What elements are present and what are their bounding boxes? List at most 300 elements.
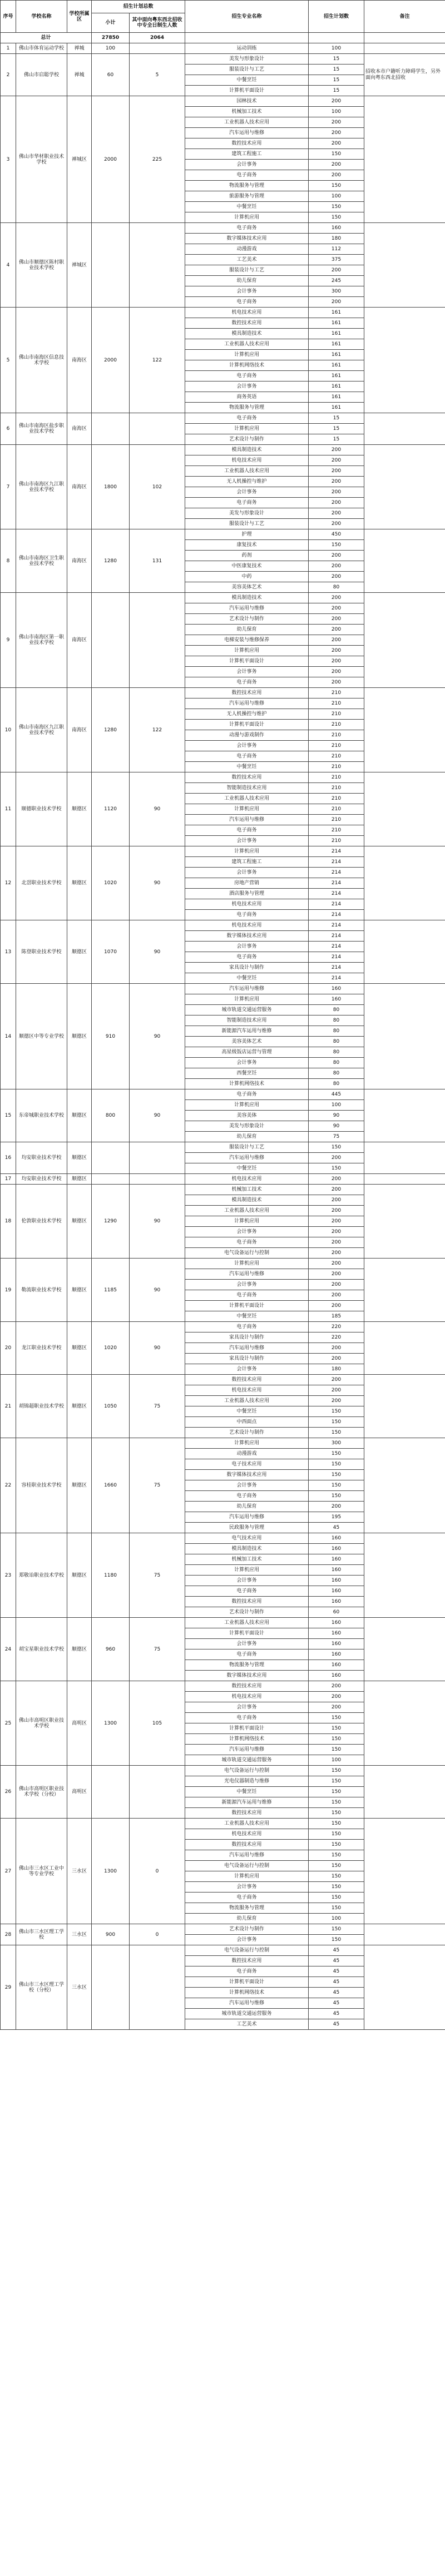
school-note <box>364 1142 445 1174</box>
major-name: 园林技术 <box>185 96 309 107</box>
header-seq: 序号 <box>1 1 16 33</box>
table-row <box>1 1766 445 1776</box>
major-name: 家具设计与制作 <box>185 1332 309 1343</box>
major-name: 电子商务 <box>185 1966 309 1977</box>
major-name: 中医康复技术 <box>185 561 309 572</box>
school-plan: 1070 <box>92 920 130 984</box>
major-count: 210 <box>309 772 364 783</box>
school-plan: 1300 <box>92 1819 130 1924</box>
school-hk: 105 <box>130 1681 185 1766</box>
major-count: 150 <box>309 1734 364 1745</box>
major-name: 数控技术应用 <box>185 772 309 783</box>
major-name: 会计事务 <box>185 1058 309 1068</box>
school-district: 禅城 <box>67 54 92 96</box>
major-name: 电子商务 <box>185 1089 309 1100</box>
major-name: 电子商务 <box>185 297 309 308</box>
school-district: 南海区 <box>67 529 92 593</box>
major-name: 机电技术应用 <box>185 455 309 466</box>
major-name: 电子商务 <box>185 751 309 762</box>
major-name: 中餐烹饪 <box>185 75 309 86</box>
major-count: 150 <box>309 1797 364 1808</box>
major-count: 200 <box>309 1216 364 1227</box>
school-plan: 1280 <box>92 688 130 772</box>
major-count: 200 <box>309 1375 364 1385</box>
major-count: 160 <box>309 1597 364 1607</box>
school-note <box>364 688 445 772</box>
school-hk: 0 <box>130 1924 185 1945</box>
major-name: 机电技术应用 <box>185 1692 309 1702</box>
major-count: 200 <box>309 603 364 614</box>
school-seq: 14 <box>1 984 16 1089</box>
school-note <box>364 1322 445 1375</box>
school-district: 顺德区 <box>67 1438 92 1533</box>
major-count: 160 <box>309 1649 364 1660</box>
header-count: 招生计划数 <box>309 1 364 33</box>
major-name: 工业机器人技术应用 <box>185 117 309 128</box>
major-name: 计算机平面设计 <box>185 1628 309 1639</box>
school-plan: 2000 <box>92 308 130 413</box>
major-name: 康复技术 <box>185 540 309 551</box>
major-count: 150 <box>309 1861 364 1871</box>
major-name: 艺术设计与制作 <box>185 614 309 625</box>
major-name: 计算机网络技术 <box>185 1988 309 1998</box>
major-name: 电子商务 <box>185 910 309 920</box>
major-name: 服装设计与工艺 <box>185 65 309 75</box>
school-note <box>364 1259 445 1322</box>
major-count: 90 <box>309 1121 364 1132</box>
school-hk <box>130 1142 185 1174</box>
major-name: 电气设备运行与控制 <box>185 1861 309 1871</box>
table-row <box>1 413 445 424</box>
school-hk <box>130 223 185 308</box>
school-name: 胡宝星职业技术学校 <box>16 1618 67 1681</box>
school-hk: 90 <box>130 1185 185 1259</box>
major-count: 210 <box>309 815 364 825</box>
major-name: 机械加工技术 <box>185 1554 309 1565</box>
school-district: 顺德区 <box>67 1089 92 1142</box>
major-count: 214 <box>309 963 364 973</box>
major-count: 220 <box>309 1332 364 1343</box>
major-count: 45 <box>309 1966 364 1977</box>
table-row <box>1 1681 445 1692</box>
school-district: 南海区 <box>67 445 92 529</box>
school-plan: 800 <box>92 1089 130 1142</box>
school-district: 顺德区 <box>67 1142 92 1174</box>
school-name: 佛山市顺德区陈村职业技术学校 <box>16 223 67 308</box>
major-name: 汽车运用与维修 <box>185 984 309 994</box>
major-count: 80 <box>309 582 364 593</box>
major-name: 民政服务与管理 <box>185 1523 309 1533</box>
major-name: 数字媒体技术应用 <box>185 234 309 244</box>
school-district: 顺德区 <box>67 846 92 920</box>
major-count: 445 <box>309 1089 364 1100</box>
school-name: 顺德职业技术学校 <box>16 772 67 846</box>
major-name: 计算机应用 <box>185 424 309 434</box>
major-name: 计算机平面设计 <box>185 720 309 730</box>
school-name: 佛山市南海区盐步职业技术学校 <box>16 413 67 445</box>
school-name: 佛山市启聪学校 <box>16 54 67 96</box>
major-count: 45 <box>309 2019 364 2030</box>
school-district: 顺德区 <box>67 1533 92 1618</box>
school-name: 容桂职业技术学校 <box>16 1438 67 1533</box>
major-name: 无人机操控与维护 <box>185 477 309 487</box>
major-name: 美容美体艺术 <box>185 1037 309 1047</box>
major-name: 电气技术应用 <box>185 1533 309 1544</box>
major-count: 210 <box>309 751 364 762</box>
school-note <box>364 529 445 593</box>
major-count: 245 <box>309 276 364 286</box>
school-note <box>364 1438 445 1533</box>
school-hk <box>130 1174 185 1185</box>
major-count: 15 <box>309 434 364 445</box>
major-name: 电子商务 <box>185 1237 309 1248</box>
school-note <box>364 1945 445 2030</box>
major-count: 200 <box>309 508 364 519</box>
major-name: 会计事务 <box>185 741 309 751</box>
major-count: 200 <box>309 1354 364 1364</box>
major-name: 艺术设计与制作 <box>185 1428 309 1438</box>
school-note <box>364 223 445 308</box>
school-seq: 16 <box>1 1142 16 1174</box>
major-name: 计算机平面设计 <box>185 1723 309 1734</box>
major-name: 汽车运用与维修 <box>185 1850 309 1861</box>
major-count: 80 <box>309 1068 364 1079</box>
major-count: 200 <box>309 646 364 656</box>
major-name: 计算机平面设计 <box>185 1977 309 1988</box>
total-label: 总计 <box>1 33 92 43</box>
major-count: 160 <box>309 1618 364 1628</box>
major-name: 美发与形象设计 <box>185 1121 309 1132</box>
major-name: 建筑工程施工 <box>185 149 309 160</box>
major-count: 150 <box>309 1840 364 1850</box>
school-hk: 102 <box>130 445 185 529</box>
table-row <box>1 96 445 107</box>
major-name: 机电技术应用 <box>185 899 309 910</box>
major-name: 汽车运用与维修 <box>185 603 309 614</box>
school-district: 南海区 <box>67 688 92 772</box>
major-count: 161 <box>309 360 364 371</box>
school-hk: 75 <box>130 1618 185 1681</box>
school-name: 郑敬诒职业技术学校 <box>16 1533 67 1618</box>
table-row <box>1 223 445 234</box>
school-district: 顺德区 <box>67 1618 92 1681</box>
major-count: 150 <box>309 1459 364 1470</box>
major-count: 45 <box>309 2009 364 2019</box>
major-name: 商务英语 <box>185 392 309 403</box>
major-count: 214 <box>309 889 364 899</box>
major-name: 数字媒体技术应用 <box>185 1470 309 1480</box>
major-count: 15 <box>309 54 364 65</box>
school-district: 禅城 <box>67 43 92 54</box>
school-note <box>364 1185 445 1259</box>
major-count: 210 <box>309 741 364 751</box>
school-seq: 19 <box>1 1259 16 1322</box>
major-count: 200 <box>309 614 364 625</box>
major-count: 200 <box>309 1259 364 1269</box>
school-district: 高明区 <box>67 1681 92 1766</box>
major-count: 210 <box>309 836 364 846</box>
school-district: 南海区 <box>67 593 92 688</box>
major-name: 电子商务 <box>185 1893 309 1903</box>
major-name: 美发与形象设计 <box>185 54 309 65</box>
major-count: 80 <box>309 1005 364 1015</box>
school-seq: 22 <box>1 1438 16 1533</box>
major-count: 300 <box>309 1438 364 1449</box>
major-count: 160 <box>309 223 364 234</box>
major-count: 200 <box>309 1290 364 1301</box>
major-name: 计算机应用 <box>185 846 309 857</box>
school-note <box>364 308 445 413</box>
major-count: 200 <box>309 1396 364 1406</box>
major-count: 200 <box>309 1195 364 1206</box>
major-count: 200 <box>309 477 364 487</box>
major-count: 112 <box>309 244 364 255</box>
major-name: 中餐烹饪 <box>185 202 309 212</box>
major-name: 电子商务 <box>185 825 309 836</box>
major-name: 会计事务 <box>185 1639 309 1649</box>
major-name: 动漫游戏 <box>185 1449 309 1459</box>
major-name: 计算机应用 <box>185 212 309 223</box>
school-hk: 122 <box>130 688 185 772</box>
major-name: 运动训练 <box>185 43 309 54</box>
major-count: 161 <box>309 339 364 350</box>
major-name: 家具设计与制作 <box>185 963 309 973</box>
school-seq: 8 <box>1 529 16 593</box>
school-name: 陈登职业技术学校 <box>16 920 67 984</box>
header-district: 学校所属区 <box>67 1 92 33</box>
major-count: 80 <box>309 1026 364 1037</box>
major-count: 214 <box>309 857 364 868</box>
school-note <box>364 445 445 529</box>
school-note: 招收本市户籍听力障碍学生，另外面向粤东西北招收 <box>364 54 445 96</box>
major-name: 计算机应用 <box>185 1259 309 1269</box>
major-name: 服装设计与工艺 <box>185 265 309 276</box>
major-count: 200 <box>309 1301 364 1311</box>
school-hk: 75 <box>130 1533 185 1618</box>
school-hk: 90 <box>130 984 185 1089</box>
header-row <box>1 1 445 13</box>
major-count: 200 <box>309 572 364 582</box>
school-district: 三水区 <box>67 1819 92 1924</box>
major-name: 计算机应用 <box>185 1438 309 1449</box>
table-row <box>1 445 445 455</box>
major-count: 200 <box>309 1692 364 1702</box>
table-row <box>1 1819 445 1829</box>
school-plan: 910 <box>92 984 130 1089</box>
major-name: 计算机网络技术 <box>185 1079 309 1089</box>
major-name: 汽车运用与维修 <box>185 1343 309 1354</box>
major-name: 计算机网络技术 <box>185 1734 309 1745</box>
major-count: 200 <box>309 1237 364 1248</box>
major-count: 150 <box>309 1924 364 1935</box>
school-seq: 4 <box>1 223 16 308</box>
major-name: 服装设计与工艺 <box>185 1142 309 1153</box>
major-count: 200 <box>309 1385 364 1396</box>
major-count: 450 <box>309 529 364 540</box>
table-row <box>1 1089 445 1100</box>
major-count: 161 <box>309 308 364 318</box>
major-count: 160 <box>309 1671 364 1681</box>
major-count: 180 <box>309 234 364 244</box>
table-row <box>1 920 445 931</box>
major-name: 电子商务 <box>185 1290 309 1301</box>
major-count: 150 <box>309 202 364 212</box>
school-district: 禅城区 <box>67 223 92 308</box>
table-row <box>1 1259 445 1269</box>
table-row <box>1 1618 445 1628</box>
header-school: 学校名称 <box>16 1 67 33</box>
school-district: 禅城区 <box>67 96 92 223</box>
major-name: 会计事务 <box>185 1280 309 1290</box>
school-hk: 5 <box>130 54 185 96</box>
major-name: 城市轨道交通运营服务 <box>185 1005 309 1015</box>
major-count: 185 <box>309 1311 364 1322</box>
table-row <box>1 1174 445 1185</box>
major-count: 100 <box>309 107 364 117</box>
major-count: 150 <box>309 1893 364 1903</box>
major-name: 工业机器人技术应用 <box>185 1396 309 1406</box>
major-count: 150 <box>309 1787 364 1797</box>
school-name: 东帝城职业技术学校 <box>16 1089 67 1142</box>
major-name: 机电技术应用 <box>185 1174 309 1185</box>
school-district: 三水区 <box>67 1924 92 1945</box>
major-name: 工业机器人技术应用 <box>185 1206 309 1216</box>
major-name: 艺术设计与制作 <box>185 1924 309 1935</box>
school-district: 顺德区 <box>67 1375 92 1438</box>
major-count: 45 <box>309 1945 364 1956</box>
school-hk: 90 <box>130 1089 185 1142</box>
major-count: 210 <box>309 794 364 804</box>
school-note <box>364 984 445 1089</box>
school-plan: 1020 <box>92 1322 130 1375</box>
major-name: 会计事务 <box>185 1882 309 1893</box>
major-name: 会计事务 <box>185 836 309 846</box>
major-count: 214 <box>309 910 364 920</box>
major-count: 150 <box>309 1713 364 1723</box>
major-name: 美容美体 <box>185 1111 309 1121</box>
major-count: 214 <box>309 942 364 952</box>
major-count: 200 <box>309 487 364 498</box>
major-count: 160 <box>309 1576 364 1586</box>
major-count: 161 <box>309 371 364 382</box>
major-count: 150 <box>309 1819 364 1829</box>
major-name: 新能源汽车运用与维修 <box>185 1797 309 1808</box>
major-count: 160 <box>309 1544 364 1554</box>
school-name: 北滘职业技术学校 <box>16 846 67 920</box>
major-count: 200 <box>309 498 364 508</box>
major-count: 150 <box>309 149 364 160</box>
major-count: 100 <box>309 1914 364 1924</box>
major-count: 45 <box>309 1998 364 2009</box>
school-hk: 122 <box>130 308 185 413</box>
table-row <box>1 772 445 783</box>
school-note <box>364 772 445 846</box>
school-plan: 60 <box>92 54 130 96</box>
major-count: 160 <box>309 1639 364 1649</box>
school-seq: 21 <box>1 1375 16 1438</box>
school-seq: 12 <box>1 846 16 920</box>
major-count: 100 <box>309 43 364 54</box>
major-name: 数控技术应用 <box>185 1956 309 1966</box>
major-name: 机电技术应用 <box>185 1385 309 1396</box>
school-hk: 75 <box>130 1438 185 1533</box>
major-count: 161 <box>309 350 364 360</box>
table-row <box>1 1924 445 1935</box>
school-plan <box>92 1945 130 2030</box>
major-name: 护理 <box>185 529 309 540</box>
major-count: 150 <box>309 181 364 191</box>
major-count: 200 <box>309 1702 364 1713</box>
major-count: 200 <box>309 1153 364 1163</box>
major-name: 物流服务与管理 <box>185 1903 309 1914</box>
header-plan-hk: 其中面向粤东西北招收中专全日制生人数 <box>130 13 185 33</box>
major-name: 计算机平面设计 <box>185 656 309 667</box>
major-count: 375 <box>309 255 364 265</box>
major-name: 会计事务 <box>185 1935 309 1945</box>
major-count: 60 <box>309 1607 364 1618</box>
major-count: 160 <box>309 1533 364 1544</box>
major-name: 数控技术应用 <box>185 688 309 699</box>
major-name: 电子商务 <box>185 952 309 963</box>
major-count: 200 <box>309 551 364 561</box>
major-count: 15 <box>309 65 364 75</box>
major-count: 150 <box>309 1903 364 1914</box>
total-hk: 2064 <box>130 33 185 43</box>
major-count: 80 <box>309 1037 364 1047</box>
major-count: 150 <box>309 540 364 551</box>
school-district: 顺德区 <box>67 1185 92 1259</box>
major-count: 200 <box>309 96 364 107</box>
major-count: 150 <box>309 1871 364 1882</box>
major-name: 中西面点 <box>185 1417 309 1428</box>
school-plan: 1290 <box>92 1185 130 1259</box>
school-name: 佛山市高明区职业技术学校 <box>16 1681 67 1766</box>
school-district: 南海区 <box>67 308 92 413</box>
major-count: 150 <box>309 1935 364 1945</box>
school-seq: 6 <box>1 413 16 445</box>
school-hk <box>130 43 185 54</box>
major-name: 电气设备运行与控制 <box>185 1945 309 1956</box>
school-plan <box>92 593 130 688</box>
major-count: 200 <box>309 1502 364 1512</box>
major-name: 电子商务 <box>185 498 309 508</box>
school-name: 佛山市南海区卫生职业技术学校 <box>16 529 67 593</box>
school-plan: 1185 <box>92 1259 130 1322</box>
school-hk: 75 <box>130 1375 185 1438</box>
table-row <box>1 1142 445 1153</box>
major-name: 工业机器人技术应用 <box>185 1819 309 1829</box>
major-name: 会计事务 <box>185 160 309 170</box>
school-note <box>364 1618 445 1681</box>
major-count: 210 <box>309 720 364 730</box>
major-name: 电子商务 <box>185 1649 309 1660</box>
major-count: 200 <box>309 519 364 529</box>
major-name: 电子商务 <box>185 1586 309 1597</box>
school-name: 佛山市南海区九江职业技术学校 <box>16 688 67 772</box>
major-count: 150 <box>309 1428 364 1438</box>
school-district: 顺德区 <box>67 920 92 984</box>
school-hk: 90 <box>130 920 185 984</box>
school-name: 佛山市南海区信息技术学校 <box>16 308 67 413</box>
table-row <box>1 529 445 540</box>
major-count: 160 <box>309 1660 364 1671</box>
major-count: 200 <box>309 1227 364 1237</box>
major-name: 数控技术应用 <box>185 1375 309 1385</box>
school-note <box>364 413 445 445</box>
school-seq: 20 <box>1 1322 16 1375</box>
major-count: 214 <box>309 920 364 931</box>
major-name: 智能制造技术应用 <box>185 1015 309 1026</box>
